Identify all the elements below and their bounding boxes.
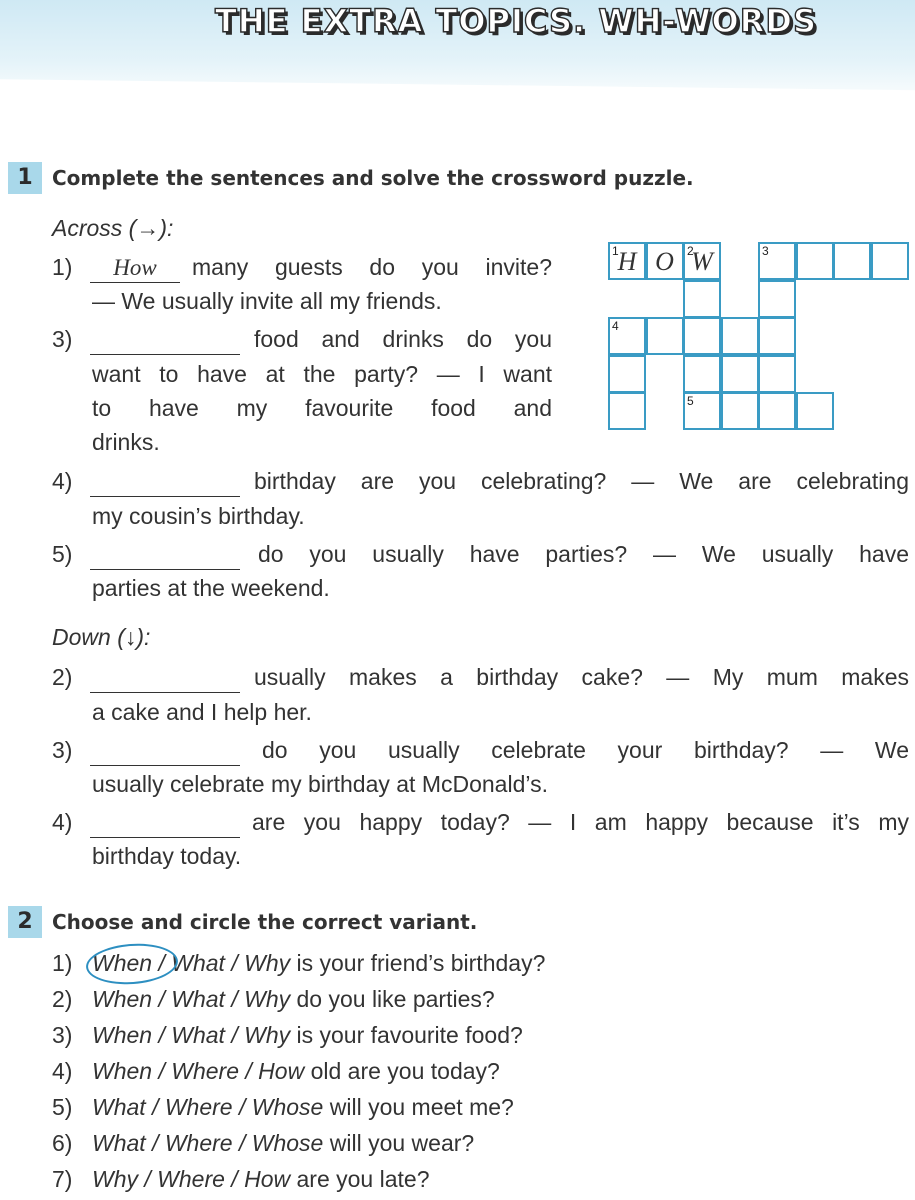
across-4-answer[interactable] [90,466,240,497]
across-label: Across (→): [52,215,174,241]
choice-item [92,1128,474,1158]
crossword-clue-number: 5 [687,394,694,408]
choice-item-number: 2) [52,986,73,1012]
down-2-line-2: a cake and I help her. [92,699,312,725]
choice-options[interactable]: When / What / Why [92,1022,291,1048]
choice-options[interactable]: What / Where / Whose [92,1130,324,1156]
crossword-cell[interactable] [758,392,796,430]
choice-options[interactable]: When / What / Why [92,950,291,976]
across-1-number: 1) [52,254,73,280]
crossword-cell[interactable] [758,280,796,318]
choice-item [92,1020,523,1050]
choice-item [92,1056,500,1086]
choice-item-number: 7) [52,1166,73,1192]
choice-item [92,1164,429,1194]
crossword-cell[interactable] [721,355,759,393]
down-2-number: 2) [52,664,73,690]
across-4-line-1: birthday are you celebrating? — We are celebrating [254,468,909,494]
choice-sentence: will you meet me? [323,1094,514,1120]
choice-sentence: are you late? [290,1166,430,1192]
exercise-2-instruction: Choose and circle the correct variant. [52,910,478,934]
across-5-answer[interactable] [90,539,240,570]
crossword-cell[interactable] [871,242,909,280]
across-1-line-1: many guests do you invite? [192,254,552,280]
across-3-line-2: want to have at the party? — I want [92,361,552,387]
choice-sentence: is your favourite food? [290,1022,523,1048]
crossword-grid [608,242,915,432]
crossword-cell[interactable] [683,317,721,355]
crossword-letter: O [655,247,674,276]
down-3-line-1: do you usually celebrate your birthday? — We [262,737,909,763]
choice-sentence: will you wear? [323,1130,475,1156]
exercise-1-instruction: Complete the sentences and solve the crossword puzzle. [52,166,694,190]
crossword-cell[interactable] [683,355,721,393]
crossword-cell[interactable] [796,242,834,280]
crossword-cell[interactable] [796,392,834,430]
crossword-cell[interactable] [758,317,796,355]
exercise-2-number: 2 [8,906,42,938]
crossword-cell[interactable] [721,392,759,430]
crossword-clue-number: 1 [612,244,619,258]
choice-sentence: is your friend’s birthday? [290,950,546,976]
across-3-answer[interactable] [90,324,240,355]
crossword-cell[interactable] [683,392,721,430]
choice-item [92,984,495,1014]
choice-options[interactable]: When / Where / How [92,1058,305,1084]
page-title: THE EXTRA TOPICS. WH-WORDS [215,2,817,40]
crossword-clue-number: 4 [612,319,619,333]
crossword-cell[interactable] [833,242,871,280]
crossword-cell[interactable] [758,355,796,393]
crossword-cell[interactable] [683,242,721,280]
crossword-clue-number: 3 [762,244,769,258]
down-4-answer[interactable] [90,807,240,838]
choice-options[interactable]: What / Where / Whose [92,1094,324,1120]
crossword-letter: H [617,247,637,276]
crossword-letter: W [691,247,713,276]
crossword-cell[interactable] [608,317,646,355]
crossword-cell[interactable] [646,242,684,280]
across-3-line-4: drinks. [92,429,160,455]
across-1-answer[interactable]: How [90,252,180,283]
across-5-line-1: do you usually have parties? — We usually have [258,541,909,567]
crossword-cell[interactable] [608,355,646,393]
choice-item [92,1092,514,1122]
choice-item-number: 4) [52,1058,73,1084]
down-2-line-1: usually makes a birthday cake? — My mum makes [254,664,909,690]
crossword-cell[interactable] [721,317,759,355]
across-3-number: 3) [52,326,73,352]
crossword-cell[interactable] [608,242,646,280]
down-label: Down (↓): [52,624,151,650]
crossword-cell[interactable] [608,392,646,430]
exercise-1-number: 1 [8,162,42,194]
down-2-answer[interactable] [90,662,240,693]
down-4-line-1: are you happy today? — I am happy because it’s my [252,809,909,835]
across-3-line-1: food and drinks do you [254,326,552,352]
crossword-cell[interactable] [646,317,684,355]
choice-item-number: 1) [52,950,73,976]
down-3-answer[interactable] [90,735,240,766]
across-5-number: 5) [52,541,73,567]
choice-options[interactable]: When / What / Why [92,986,291,1012]
choice-item-number: 5) [52,1094,73,1120]
down-3-number: 3) [52,737,73,763]
across-3-line-3: to have my favourite food and [92,395,552,421]
down-4-line-2: birthday today. [92,843,242,869]
choice-sentence: old are you today? [304,1058,500,1084]
across-1-line-2: — We usually invite all my friends. [92,288,442,314]
crossword-cell[interactable] [758,242,796,280]
crossword-clue-number: 2 [687,244,694,258]
across-5-line-2: parties at the weekend. [92,575,330,601]
choice-options[interactable]: Why / Where / How [92,1166,291,1192]
across-4-number: 4) [52,468,73,494]
choice-item-number: 6) [52,1130,73,1156]
down-4-number: 4) [52,809,73,835]
across-4-line-2: my cousin’s birthday. [92,503,305,529]
choice-item-number: 3) [52,1022,73,1048]
down-3-line-2: usually celebrate my birthday at McDonald’s. [92,771,548,797]
choice-sentence: do you like parties? [290,986,495,1012]
crossword-cell[interactable] [683,280,721,318]
